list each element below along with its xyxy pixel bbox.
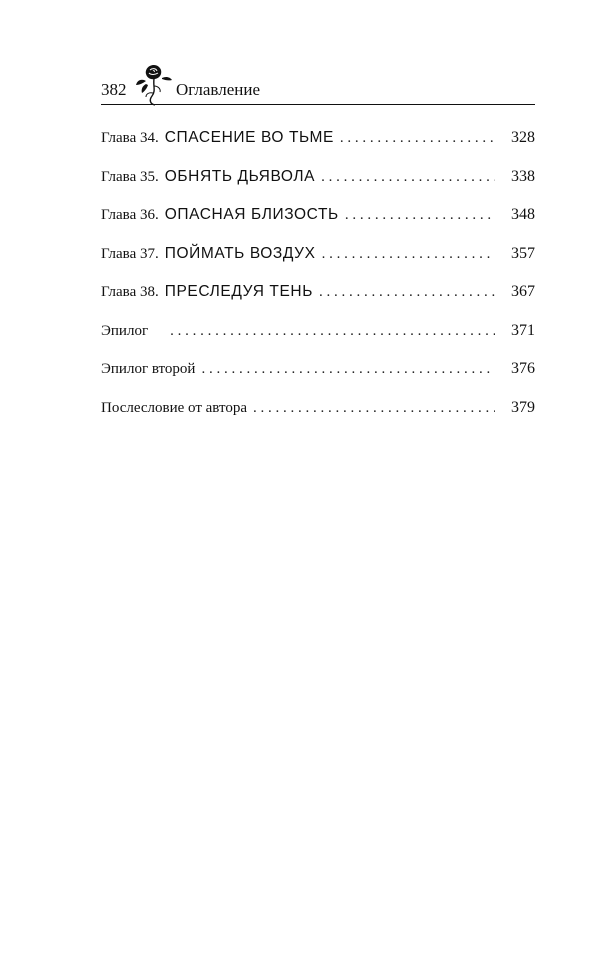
running-title: Оглавление <box>176 80 260 99</box>
chapter-number: Глава 34. <box>101 130 159 146</box>
rose-icon <box>134 62 174 108</box>
toc-entry-afterword <box>101 399 535 438</box>
header-rule <box>101 104 535 105</box>
chapter-title: СПАСЕНИЕ ВО ТЬМЕ <box>164 129 334 146</box>
dot-leader <box>201 361 495 378</box>
page-header <box>101 62 535 108</box>
chapter-title: ПОЙМАТЬ ВОЗДУХ <box>164 244 316 262</box>
dot-leader <box>170 323 495 340</box>
toc-entry-chapter-37 <box>101 245 535 284</box>
toc-entry-chapter-35 <box>101 168 535 207</box>
dot-leader <box>340 130 495 147</box>
toc-entry-epilogue <box>101 322 535 361</box>
toc-entry-epilogue-second <box>101 360 535 399</box>
page-ref: 328 <box>511 129 535 146</box>
chapter-number: Глава 37. <box>101 245 159 262</box>
dot-leader <box>321 169 495 186</box>
page-number: 382 <box>101 80 127 99</box>
toc-entry-chapter-34 <box>101 129 535 168</box>
table-of-contents <box>101 129 535 437</box>
chapter-number: Глава 36. <box>101 207 159 223</box>
dot-leader <box>319 284 495 301</box>
chapter-title: ОБНЯТЬ ДЬЯВОЛА <box>164 167 316 185</box>
page-ref: 348 <box>511 206 535 223</box>
page-ref: 357 <box>511 244 535 262</box>
page-ref: 367 <box>511 283 535 300</box>
page-ref: 376 <box>511 360 535 377</box>
section-title: Послесловие от автора <box>101 399 248 416</box>
chapter-title: ПРЕСЛЕДУЯ ТЕНЬ <box>164 283 313 300</box>
section-title: Эпилог второй <box>101 361 196 377</box>
chapter-number: Глава 35. <box>101 168 159 185</box>
dot-leader <box>345 207 495 224</box>
page-ref: 379 <box>511 398 535 416</box>
page-ref: 371 <box>511 321 535 339</box>
toc-entry-chapter-36 <box>101 206 535 245</box>
page-ref: 338 <box>511 167 535 185</box>
chapter-number: Глава 38. <box>101 284 159 300</box>
dot-leader <box>253 400 495 417</box>
dot-leader <box>322 246 495 263</box>
chapter-title: ОПАСНАЯ БЛИЗОСТЬ <box>164 206 339 223</box>
section-title: Эпилог <box>101 322 149 339</box>
toc-entry-chapter-38 <box>101 283 535 322</box>
